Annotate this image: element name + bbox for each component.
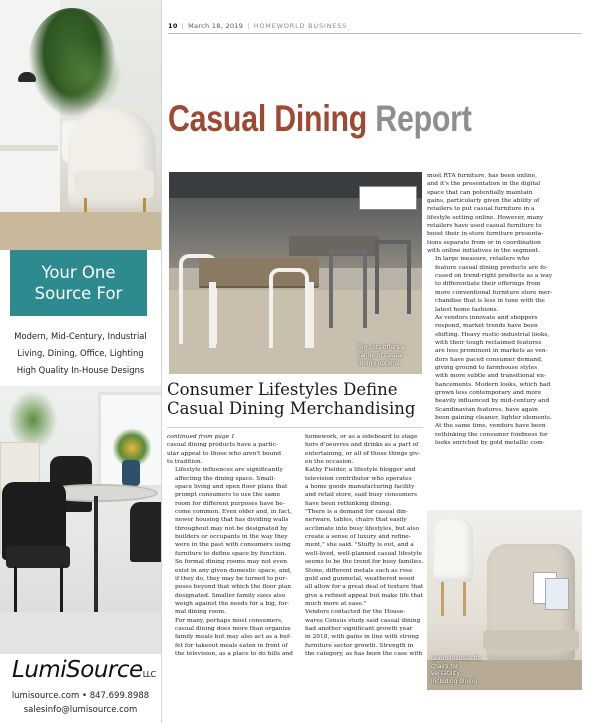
article-line: So formal dining rooms may not even xyxy=(175,559,287,566)
article-column-3 xyxy=(427,172,582,447)
article-line: Scandinavian features, have again xyxy=(435,406,538,413)
article-line: feature casual dining products are fo- xyxy=(435,264,548,271)
article-line: and retail store, said busy consumers xyxy=(305,492,417,499)
article-paragraph xyxy=(167,617,293,659)
article-line: weigh against the needs for a big, for- xyxy=(175,600,290,607)
article-line: hors d'oeuvres and drinks as a part of xyxy=(305,442,419,449)
dining-set-photo xyxy=(0,386,161,654)
article-line: family meals but may also act as a buf- xyxy=(175,634,291,641)
caption-line: including dining. xyxy=(431,678,480,685)
article-line: Lifestyle influences are significantly xyxy=(175,467,283,474)
article-line: throughout may not be designated by xyxy=(175,525,288,532)
article-line: a home goods manufacturing facility xyxy=(305,484,415,491)
ad-category-line: Modern, Mid-Century, Industrial xyxy=(14,331,147,341)
article-line: space living and open floor plans that xyxy=(175,484,288,491)
article-paragraph xyxy=(427,314,582,448)
article-paragraph xyxy=(167,466,292,616)
article-subheadline xyxy=(167,380,415,418)
article-line: newer housing that has dividing walls xyxy=(175,517,289,524)
lumisource-logo[interactable]: LumiSourceLLC xyxy=(12,657,156,683)
logo-suffix: LLC xyxy=(142,670,156,679)
article-line: casual dining does more than organize xyxy=(175,625,291,632)
article-line: hancements. Modern looks, which had xyxy=(435,381,551,388)
article-line: have been rethinking dining. xyxy=(305,500,392,507)
caption-line: Big Lots offers a range xyxy=(358,345,405,359)
ad-contact xyxy=(0,689,161,717)
article-line: designated. Smaller family sizes also xyxy=(175,592,286,599)
headline-word-casual-dining: Casual Dining xyxy=(168,98,368,139)
article-line: heavily influenced by mid-century and xyxy=(435,398,550,405)
article-line: to tradition. xyxy=(167,459,203,466)
article-line: nerware, tables, chairs that easily xyxy=(305,517,407,524)
article-line: come common. Even older and, in fact, xyxy=(175,509,292,516)
article-paragraph xyxy=(167,433,288,466)
article-line: were in the past with consumers using xyxy=(175,542,291,549)
article-line: to differentiate their offerings from xyxy=(435,281,541,288)
article-line: create a sense of luxury and refine- xyxy=(305,534,411,541)
subhead-line: Casual Dining Merchandising xyxy=(167,399,416,418)
article-line: with their tough reclaimed features xyxy=(435,339,542,346)
article-line: with more subtle and transitional en- xyxy=(435,373,546,380)
article-line: Vendors contacted for the House- xyxy=(305,609,406,616)
article-line: As vendors innovate and shoppers xyxy=(435,314,538,321)
lexon-chair-photo xyxy=(427,510,582,690)
article-line: en the occasion. xyxy=(305,459,354,466)
article-line: lifestyle setting online. However, many xyxy=(427,214,544,221)
article-line: well-lived, well-planned casual lifestyle xyxy=(305,550,422,557)
ad-category-line: High Quality In-House Designs xyxy=(16,365,145,375)
article-paragraph xyxy=(427,255,582,313)
ad-banner-line: Your One xyxy=(41,263,116,282)
article-line: Stone, different metals such as rose xyxy=(305,567,413,574)
article-line: homework, or as a sideboard to stage xyxy=(305,434,418,440)
article-line: prompt consumers to use the same xyxy=(175,492,281,499)
main-photo-caption xyxy=(358,344,416,368)
article-column-2 xyxy=(297,433,424,658)
article-line: furniture sector growth. Strength in xyxy=(305,642,414,649)
article-paragraph xyxy=(297,466,421,508)
article-line: more conventional furniture store mer- xyxy=(435,289,553,296)
article-line: space that can potentially maintain xyxy=(427,189,533,196)
article-paragraph xyxy=(297,508,424,608)
article-line: Kathy Fielder, a lifestyle blogger and xyxy=(305,467,416,474)
article-line: affecting the dining space. Small- xyxy=(175,475,276,482)
caption-line: for versatility, xyxy=(431,663,462,677)
article-paragraph xyxy=(427,172,582,255)
article-line: casual dining products have a partic- xyxy=(167,442,278,449)
article-line: retailers have used casual furniture to xyxy=(427,223,542,230)
article-line: looks enriched by gold metallic com- xyxy=(435,440,545,446)
article-line: in 2018, with gains in line with strong xyxy=(305,634,419,641)
living-room-photo xyxy=(0,0,161,250)
continued-from-note: continued from page 1 xyxy=(167,434,235,440)
subhead-line: Consumer Lifestyles Define xyxy=(167,380,398,399)
article-line: had another significant growth year xyxy=(305,625,413,632)
article-line: wares Census study said casual dining xyxy=(305,617,421,624)
article-line: shifting. Heavy rustic-industrial looks, xyxy=(435,331,550,338)
article-line: At the same time, vendors have been xyxy=(435,423,546,430)
article-line: seems to be the trend for busy families. xyxy=(305,559,424,566)
article-line: latest home fashions. xyxy=(435,306,499,313)
page-number: 10 xyxy=(168,22,178,30)
article-line: poses beyond that which the floor plan xyxy=(175,584,292,591)
running-head: 10 | March 18, 2019 | HOMEWORLD BUSINESS xyxy=(168,22,348,30)
article-line: if they do, they may be turned to pur- xyxy=(175,575,288,582)
article-line: mal dining room. xyxy=(175,609,226,616)
side-photo-caption xyxy=(431,656,483,686)
article-line: are less prominent in markets as ven- xyxy=(435,348,548,355)
article-line: In large measure, retailers who xyxy=(435,256,530,263)
article-line: respond, market trends have been xyxy=(435,323,538,330)
caption-line: Lexon focuses its chairs xyxy=(431,656,481,670)
article-line: give a refined appeal but make life that xyxy=(305,592,423,599)
article-line: dors have paced consumer demand, xyxy=(435,356,543,363)
issue-date: March 18, 2019 xyxy=(188,22,244,30)
article-paragraph xyxy=(297,608,421,658)
article-line: been gaining cleaner, lighter elements. xyxy=(435,414,552,421)
article-line: cused on trend-right products as a way xyxy=(435,273,553,280)
ad-website-phone[interactable]: lumisource.com • 847.699.8988 xyxy=(11,691,150,701)
article-column-1 xyxy=(167,433,293,658)
article-line: exist in any given domestic space, and, xyxy=(175,567,292,574)
ad-category-list xyxy=(0,328,161,379)
article-line: fet for takeout meals eaten in front of xyxy=(175,642,288,649)
article-paragraph xyxy=(297,433,421,466)
article-line: furniture to define space by function. xyxy=(175,550,287,557)
article-line: all allow for a great deal of texture that xyxy=(305,584,424,591)
article-line: room for different purposes have be- xyxy=(175,500,285,507)
article-line: television contributor who operates xyxy=(305,475,412,482)
article-line: ular appeal to those who aren't bound xyxy=(167,450,281,457)
article-line: "There is a demand for casual din- xyxy=(305,509,408,516)
article-line: retailers to put casual furniture in a xyxy=(427,206,535,213)
article-line: the category, as has been the case with xyxy=(305,650,423,657)
article-line: rethinking the consumer fondness for xyxy=(435,431,548,438)
article-line: and it's the presentation in the digital xyxy=(427,181,541,188)
article-line: the television, as a place to do bills and xyxy=(175,650,293,657)
article-line: chandise that is less in tune with the xyxy=(435,298,545,305)
lumisource-advertisement xyxy=(0,0,161,723)
ad-banner xyxy=(10,250,147,316)
article-line: gains, particularly given the ability of xyxy=(427,198,540,205)
newspaper-page xyxy=(161,0,590,723)
ad-category-line: Living, Dining, Office, Lighting xyxy=(17,348,144,358)
big-lots-store-photo xyxy=(169,172,422,374)
ad-email[interactable]: salesinfo@lumisource.com xyxy=(23,705,138,715)
article-line: acclimate into busy lifestyles, but also xyxy=(305,525,420,532)
article-line: builders or occupants in the way they xyxy=(175,534,288,541)
article-line: much more at ease." xyxy=(305,600,367,607)
article-line: boost their in-store furniture presenta- xyxy=(427,231,544,238)
section-headline xyxy=(168,98,472,140)
caption-line: of casual dining options. xyxy=(358,353,403,367)
article-line: grown less contemporary and more xyxy=(435,389,542,396)
ad-banner-line: Source For xyxy=(34,284,123,303)
article-line: giving ground to farmhouse styles xyxy=(435,364,538,371)
publication-name: HOMEWORLD BUSINESS xyxy=(253,22,348,30)
article-line: most RTA furniture, has been online, xyxy=(427,173,538,179)
article-line: ment," she said. "Stuffy is out, and a xyxy=(305,542,414,549)
article-line: For many, perhaps most consumers, xyxy=(175,617,283,624)
article-line: tions separate from or in coordination xyxy=(427,239,541,246)
headline-word-report: Report xyxy=(375,98,472,139)
article-line: with online initiatives in the segment. xyxy=(427,248,540,255)
article-line: gold and gunmetal, weathered wood xyxy=(305,575,415,582)
article-line: entertaining, or all of those things giv- xyxy=(305,450,421,457)
